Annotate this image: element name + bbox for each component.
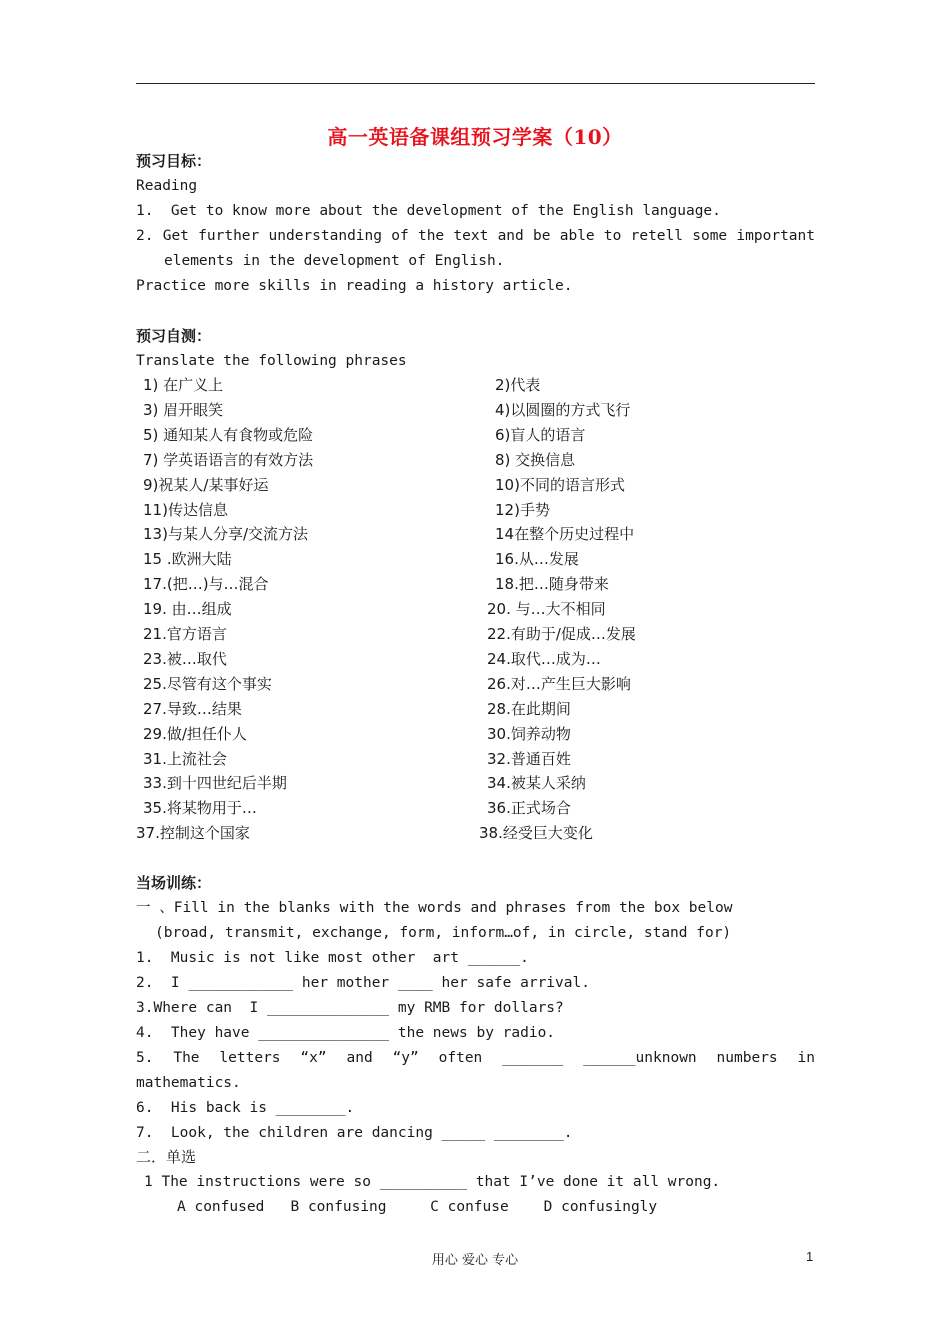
phrase-item: 36.正式场合 [487, 799, 571, 817]
phrase-item: 17.(把…)与…混合 [143, 575, 269, 593]
phrase-item: 30.饲养动物 [487, 725, 571, 743]
phrase-item: 16.从…发展 [495, 550, 579, 568]
phrase-item: 3) 眉开眼笑 [143, 401, 224, 419]
phrase-item: 18.把…随身带来 [495, 575, 609, 593]
question-1: 1. Music is not like most other art ______. [136, 950, 529, 966]
phrase-item: 35.将某物用于… [143, 799, 257, 817]
footer-text: 用心 爱心 专心 [431, 1253, 519, 1268]
question-2: 2. I ____________ her mother ____ her safe arrival. [136, 975, 590, 991]
phrase-item: 4)以圆圈的方式飞行 [495, 401, 631, 419]
phrase-item: 21.官方语言 [143, 625, 227, 643]
practice-heading: 当场训练： [136, 874, 212, 892]
phrase-item: 12)手势 [495, 501, 550, 519]
phrase-item: 22.有助于/促成…发展 [487, 625, 636, 643]
phrase-item: 20. 与…大不相同 [487, 600, 606, 618]
section1-word-box: (broad, transmit, exchange, form, inform…of, in circle, stand for) [155, 925, 732, 941]
question-7: 7. Look, the children are dancing _____ ________. [136, 1125, 573, 1141]
goals-heading: 预习目标： [136, 152, 212, 170]
phrase-item: 37.控制这个国家 [136, 824, 250, 842]
phrase-item: 23.被…取代 [143, 650, 227, 668]
mc-question-1-options: A confused B confusing C confuse D confusingly [177, 1199, 658, 1215]
phrase-item: 24.取代…成为… [487, 650, 601, 668]
selftest-instruction: Translate the following phrases [136, 353, 407, 369]
question-4: 4. They have _______________ the news by radio. [136, 1025, 556, 1041]
question-6: 6. His back is ________. [136, 1100, 355, 1116]
phrase-item: 6)盲人的语言 [495, 426, 586, 444]
phrase-item: 1) 在广义上 [143, 376, 224, 394]
phrase-item: 8) 交换信息 [495, 451, 576, 469]
question-5-cont: mathematics. [136, 1075, 241, 1091]
question-5: 5. The letters “x” and “y” often _______ ______unknown numbers in [136, 1050, 815, 1066]
phrase-item: 10)不同的语言形式 [495, 476, 625, 494]
phrase-item: 14在整个历史过程中 [495, 525, 635, 543]
phrase-item: 31.上流社会 [143, 750, 227, 768]
phrase-item: 26.对…产生巨大影响 [487, 675, 631, 693]
phrase-item: 38.经受巨大变化 [479, 824, 593, 842]
phrase-item: 34.被某人采纳 [487, 774, 586, 792]
goals-subheading: Reading [136, 178, 198, 194]
phrase-item: 33.到十四世纪后半期 [143, 774, 287, 792]
section2-title: 二．单选 [136, 1148, 197, 1166]
page-title: 高一英语备课组预习学案（10） [327, 125, 623, 149]
phrase-item: 29.做/担任仆人 [143, 725, 247, 743]
question-3: 3.Where can I ______________ my RMB for dollars? [136, 1000, 564, 1016]
goal-item-1: 1. Get to know more about the development of the English language. [136, 203, 721, 219]
phrase-item: 32.普通百姓 [487, 750, 571, 768]
goal-practice: Practice more skills in reading a history article. [136, 278, 573, 294]
mc-question-1: 1 The instructions were so __________ that I’ve done it all wrong. [144, 1174, 721, 1190]
goal-item-2-cont: elements in the development of English. [164, 253, 505, 269]
phrase-item: 28.在此期间 [487, 700, 571, 718]
goal-item-2: 2. Get further understanding of the text and be able to retell some important [136, 228, 815, 244]
page-number: 1 [806, 1249, 814, 1264]
phrase-item: 25.尽管有这个事实 [143, 675, 272, 693]
phrase-item: 9)祝某人/某事好运 [143, 476, 269, 494]
section1-title: 一 、Fill in the blanks with the words and phrases from the box below [136, 900, 733, 916]
selftest-heading: 预习自测： [136, 327, 212, 345]
phrase-item: 13)与某人分享/交流方法 [143, 525, 308, 543]
phrase-item: 27.导致…结果 [143, 700, 242, 718]
phrase-item: 2)代表 [495, 376, 541, 394]
phrase-item: 19. 由…组成 [143, 600, 232, 618]
phrase-item: 5) 通知某人有食物或危险 [143, 426, 314, 444]
header-rule [136, 83, 815, 84]
phrase-item: 15 .欧洲大陆 [143, 550, 232, 568]
phrase-item: 7) 学英语语言的有效方法 [143, 451, 314, 469]
phrase-item: 11)传达信息 [143, 501, 228, 519]
